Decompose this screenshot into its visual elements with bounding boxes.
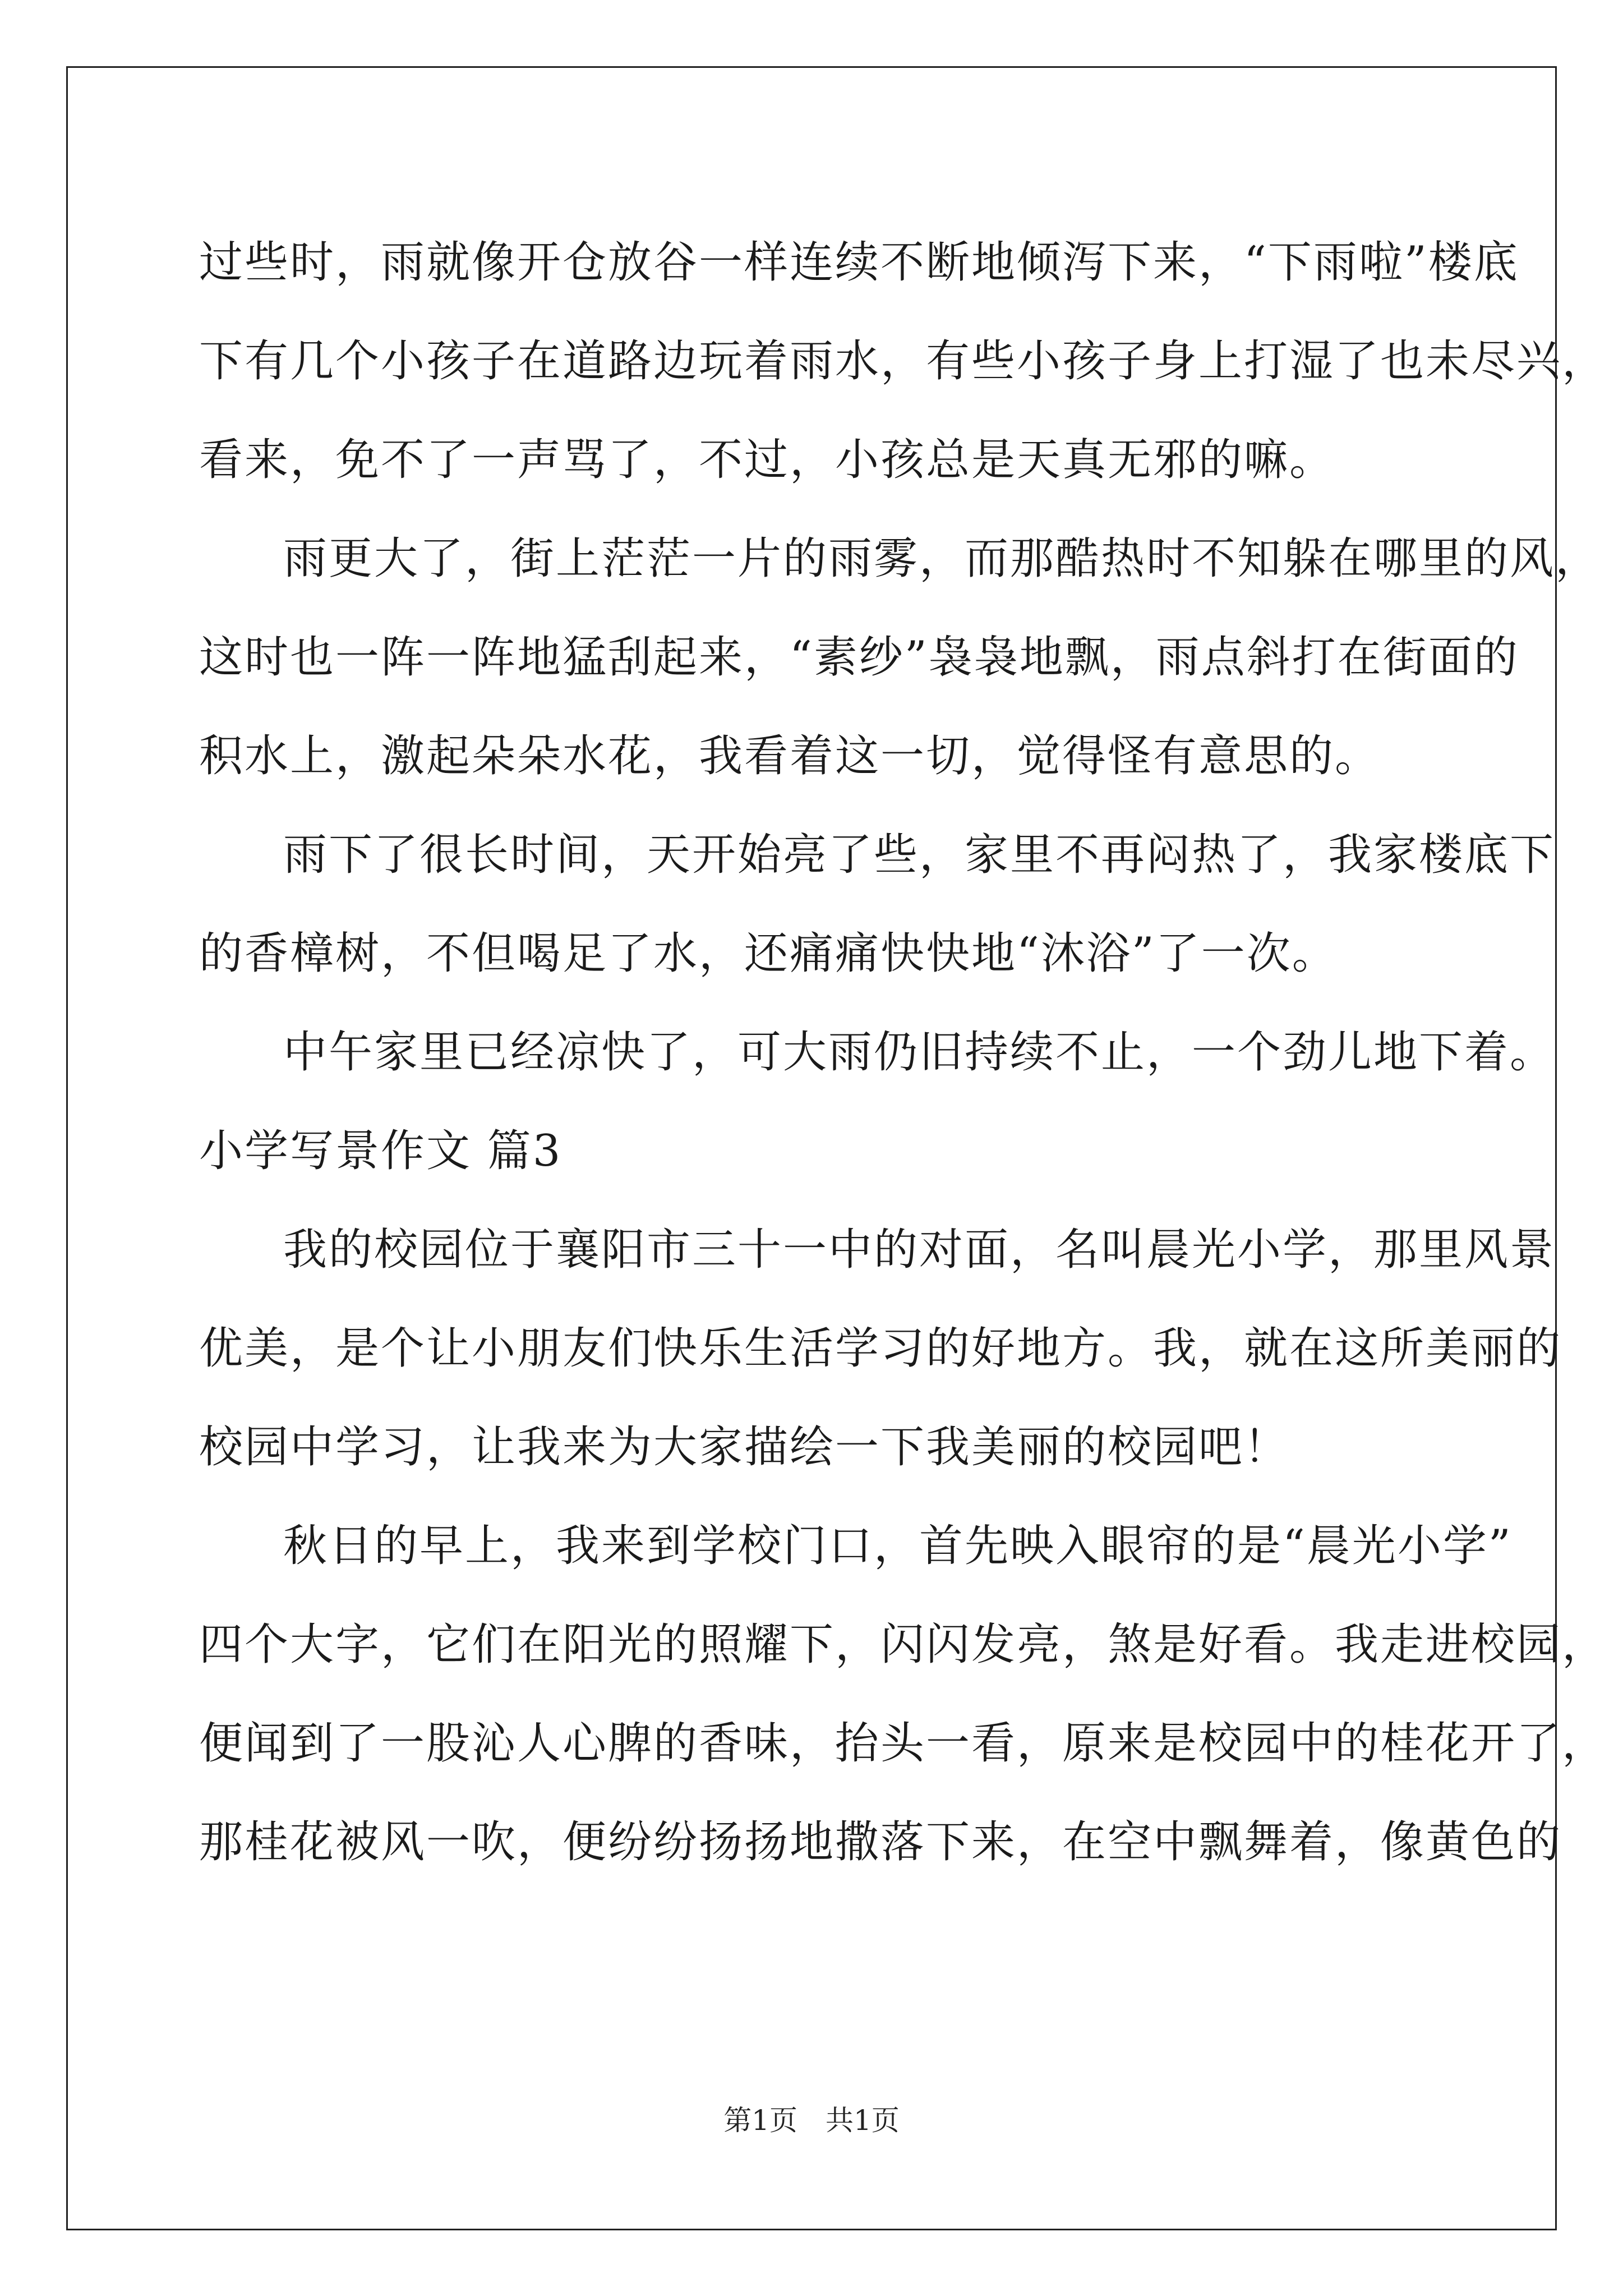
- text-line: 雨更大了，街上茫茫一片的雨雾，而那酷热时不知躲在哪里的风，: [283, 533, 1601, 584]
- text-line: 那桂花被风一吹，便纷纷扬扬地撒落下来，在空中飘舞着，像黄色的: [199, 1817, 1562, 1867]
- section-heading: 小学写景作文 篇3: [199, 1126, 562, 1176]
- text-line: 这时也一阵一阵地猛刮起来，“素纱”袅袅地飘，雨点斜打在街面的: [199, 632, 1519, 683]
- page-footer: 第1页 共1页: [723, 2104, 900, 2137]
- text-line: 秋日的早上，我来到学校门口，首先映入眼帘的是“晨光小学”: [283, 1521, 1513, 1571]
- text-line: 四个大字，它们在阳光的照耀下，闪闪发亮，煞是好看。我走进校园，: [199, 1619, 1608, 1670]
- text-line: 的香樟树，不但喝足了水，还痛痛快快地“沐浴”了一次。: [199, 928, 1338, 979]
- text-line: 便闻到了一股沁人心脾的香味，抬头一看，原来是校园中的桂花开了，: [199, 1718, 1608, 1769]
- text-line: 校园中学习，让我来为大家描绘一下我美丽的校园吧！: [199, 1422, 1290, 1473]
- text-line: 雨下了很长时间，天开始亮了些，家里不再闷热了，我家楼底下: [283, 830, 1556, 880]
- text-line: 下有几个小孩子在道路边玩着雨水，有些小孩子身上打湿了也未尽兴，: [199, 336, 1608, 386]
- text-line: 积水上，激起朵朵水花，我看着这一切，觉得怪有意思的。: [199, 731, 1381, 781]
- text-line: 看来，免不了一声骂了，不过，小孩总是天真无邪的嘛。: [199, 435, 1335, 485]
- text-line: 过些时，雨就像开仓放谷一样连续不断地倾泻下来，“下雨啦”楼底: [199, 237, 1519, 288]
- document-body: [199, 213, 1608, 1892]
- text-line: 中午家里已经凉快了，可大雨仍旧持续不止，一个劲儿地下着。: [283, 1027, 1556, 1078]
- text-line: 我的校园位于襄阳市三十一中的对面，名叫晨光小学，那里风景: [283, 1225, 1556, 1275]
- text-line: 优美，是个让小朋友们快乐生活学习的好地方。我，就在这所美丽的: [199, 1323, 1562, 1374]
